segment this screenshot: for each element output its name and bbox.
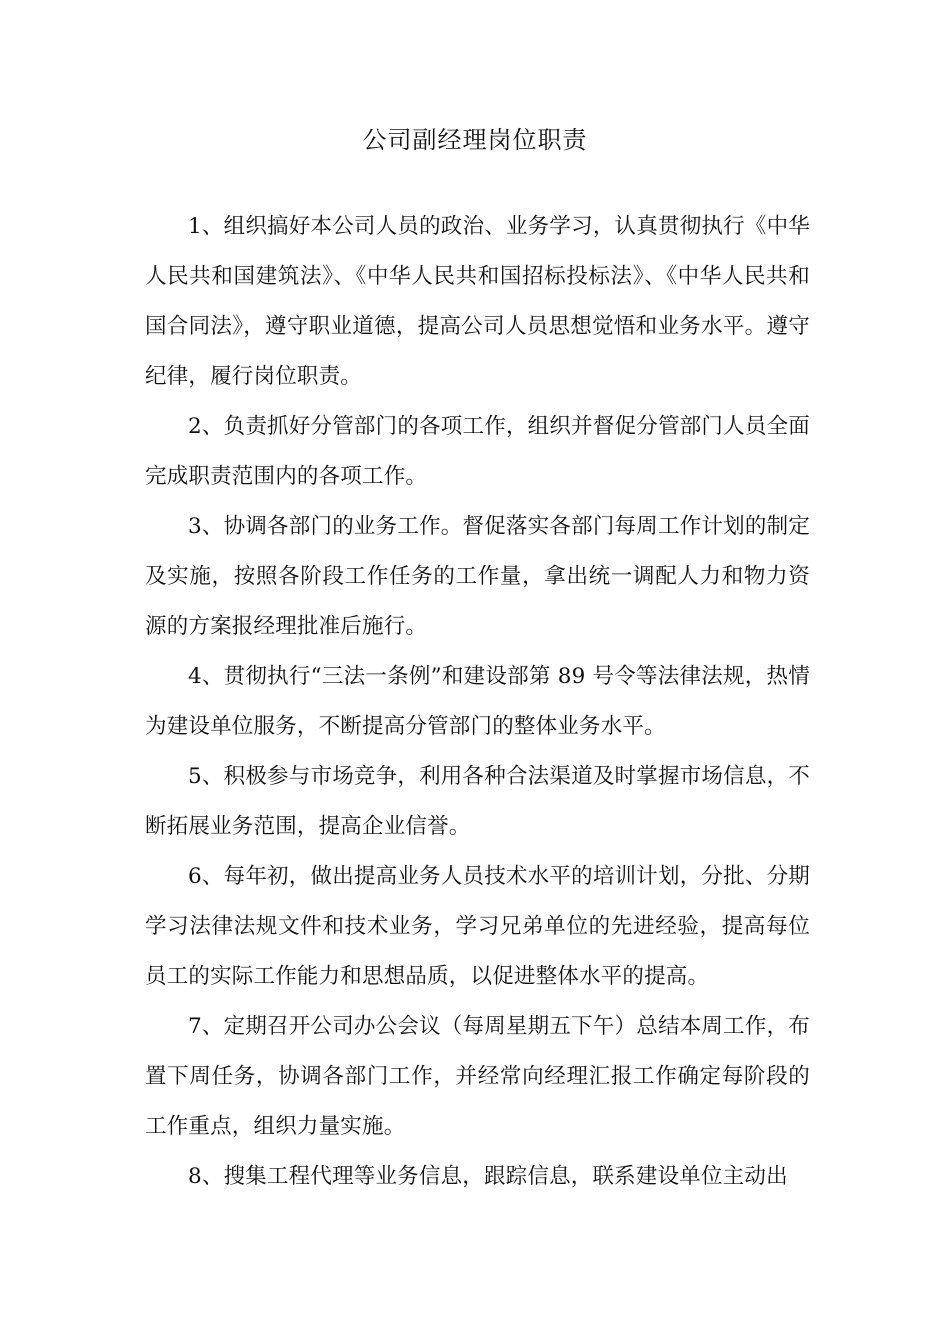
document-body xyxy=(145,202,810,1202)
duty-item-2: 2、负责抓好分管部门的各项工作，组织并督促分管部门人员全面完成职责范围内的各项工作。 xyxy=(145,414,810,489)
document-title: 公司副经理岗位职责 xyxy=(362,126,588,154)
duty-item-6: 6、每年初，做出提高业务人员技术水平的培训计划，分批、分期学习法律法规文件和技术业务，学习兄弟单位的先进经验，提高每位员工的实际工作能力和思想品质，以促进整体水平的提高。 xyxy=(145,864,810,989)
duty-item-5: 5、积极参与市场竞争，利用各种合法渠道及时掌握市场信息，不断拓展业务范围，提高企业信誉。 xyxy=(145,764,810,839)
duty-item-3: 3、协调各部门的业务工作。督促落实各部门每周工作计划的制定及实施，按照各阶段工作任务的工作量，拿出统一调配人力和物力资源的方案报经理批准后施行。 xyxy=(145,514,810,639)
duty-item-4: 4、贯彻执行“三法一条例”和建设部第 89 号令等法律法规，热情为建设单位服务，不断提高分管部门的整体业务水平。 xyxy=(145,664,810,739)
duty-item-1: 1、组织搞好本公司人员的政治、业务学习，认真贯彻执行《中华人民共和国建筑法》、《中华人民共和国招标投标法》、《中华人民共和国合同法》，遵守职业道德，提高公司人员思想觉悟和业务水平。遵守纪律，履行岗位职责。 xyxy=(145,214,810,389)
duty-item-8: 8、搜集工程代理等业务信息，跟踪信息，联系建设单位主动出 xyxy=(188,1164,788,1189)
duty-item-7: 7、定期召开公司办公会议（每周星期五下午）总结本周工作，布置下周任务，协调各部门工作，并经常向经理汇报工作确定每阶段的工作重点，组织力量实施。 xyxy=(145,1014,810,1139)
